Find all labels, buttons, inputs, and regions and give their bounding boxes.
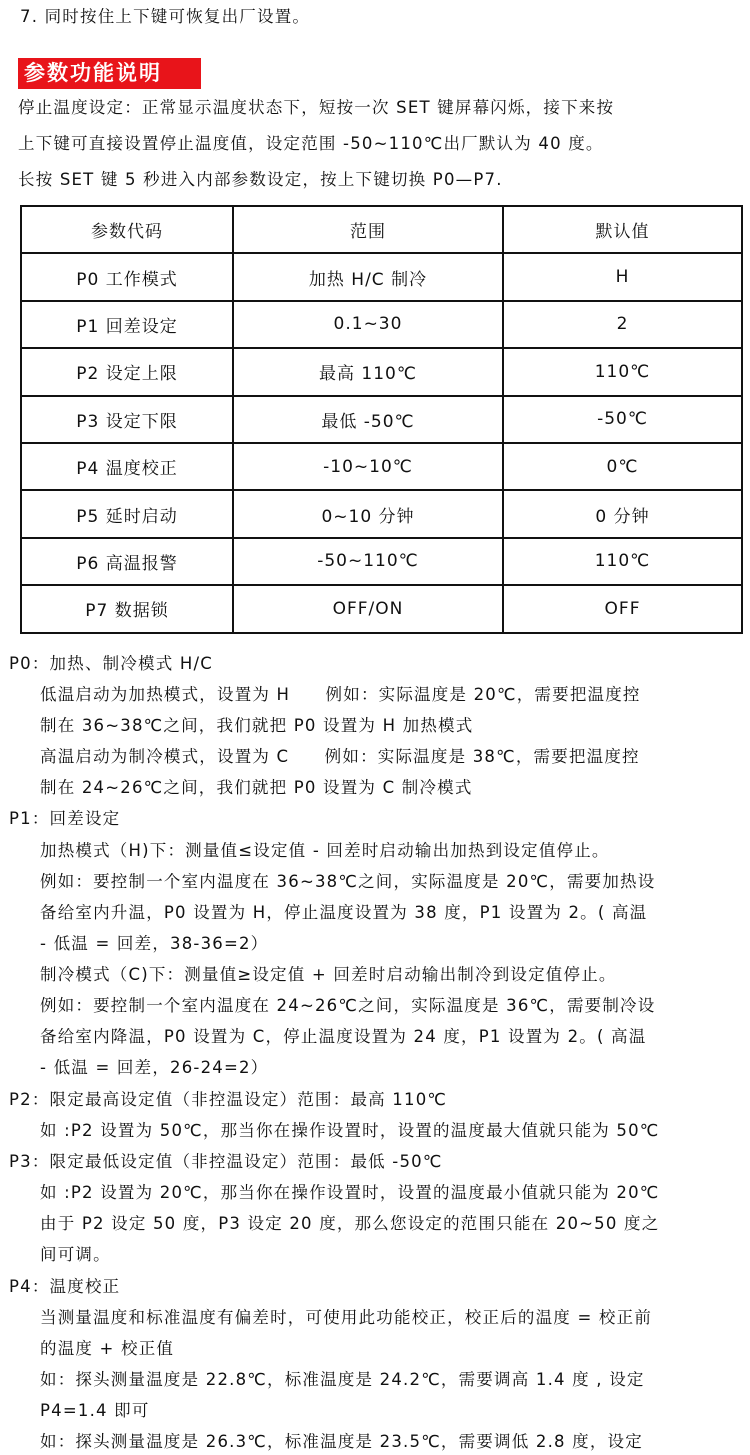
table-row [21, 538, 742, 585]
cell-default: 110℃ [503, 538, 742, 585]
note-line: - 低温 = 回差，38-36=2） [40, 934, 269, 953]
table-row [21, 301, 742, 348]
cell-code: P5 延时启动 [21, 490, 233, 537]
note-line: 间可调。 [40, 1245, 111, 1264]
table-header-row [21, 206, 742, 253]
note-line: 如：探头测量温度是 22.8℃，标准温度是 24.2℃，需要调高 1.4 度 , 设定 [40, 1370, 645, 1389]
header-code: 参数代码 [21, 206, 233, 253]
note-line: 低温启动为加热模式，设置为 H 例如：实际温度是 20℃，需要把温度控 [40, 685, 641, 704]
table-row [21, 585, 742, 632]
section-title: 参数功能说明 [18, 58, 201, 89]
desc-line-2: 上下键可直接设置停止温度值，设定范围 -50~110℃出厂默认为 40 度。 [18, 134, 604, 153]
note-heading-p0: P0：加热、制冷模式 H/C [9, 654, 213, 673]
note-heading-p1: P1：回差设定 [9, 809, 121, 828]
note-line: 制在 36~38℃之间，我们就把 P0 设置为 H 加热模式 [40, 716, 474, 735]
cell-default: OFF [503, 585, 742, 632]
note-line: 例如：要控制一个室内温度在 24~26℃之间，实际温度是 36℃，需要制冷设 [40, 996, 656, 1015]
table-row [21, 443, 742, 490]
note-line: 备给室内降温，P0 设置为 C，停止温度设置为 24 度，P1 设置为 2。( 高温 [40, 1027, 647, 1046]
table-row [21, 490, 742, 537]
desc-line-3: 长按 SET 键 5 秒进入内部参数设定，按上下键切换 P0—P7. [18, 170, 503, 189]
note-line: 如：探头测量温度是 26.3℃，标准温度是 23.5℃，需要调低 2.8 度，设定 [40, 1432, 643, 1451]
cell-default: -50℃ [503, 396, 742, 443]
cell-range: 0~10 分钟 [233, 490, 503, 537]
cell-code: P1 回差设定 [21, 301, 233, 348]
cell-code: P4 温度校正 [21, 443, 233, 490]
cell-range: -10~10℃ [233, 443, 503, 490]
table-row [21, 396, 742, 443]
desc-line-1: 停止温度设定：正常显示温度状态下，短按一次 SET 键屏幕闪烁，接下来按 [18, 98, 615, 117]
cell-range: 0.1~30 [233, 301, 503, 348]
cell-code: P0 工作模式 [21, 253, 233, 300]
cell-range: 最高 110℃ [233, 348, 503, 395]
note-line: 当测量温度和标准温度有偏差时，可使用此功能校正，校正后的温度 = 校正前 [40, 1308, 653, 1327]
cell-code: P2 设定上限 [21, 348, 233, 395]
note-line: 如 :P2 设置为 20℃，那当你在操作设置时，设置的温度最小值就只能为 20℃ [40, 1183, 660, 1202]
note-line: - 低温 = 回差，26-24=2） [40, 1058, 269, 1077]
note-heading-p2: P2：限定最高设定值（非控温设定）范围：最高 110℃ [9, 1090, 448, 1109]
note-line: 如 :P2 设置为 50℃，那当你在操作设置时，设置的温度最大值就只能为 50℃ [40, 1121, 660, 1140]
cell-range: OFF/ON [233, 585, 503, 632]
cell-default: 2 [503, 301, 742, 348]
header-default: 默认值 [503, 206, 742, 253]
cell-code: P7 数据锁 [21, 585, 233, 632]
note-heading-p3: P3：限定最低设定值（非控温设定）范围：最低 -50℃ [9, 1152, 443, 1171]
note-heading-p4: P4：温度校正 [9, 1277, 121, 1296]
parameter-table [20, 205, 743, 634]
note-line: 备给室内升温，P0 设置为 H，停止温度设置为 38 度，P1 设置为 2。( 高温 [40, 903, 648, 922]
note-line: 高温启动为制冷模式，设置为 C 例如：实际温度是 38℃，需要把温度控 [40, 747, 640, 766]
note-line: 由于 P2 设定 50 度，P3 设定 20 度，那么您设定的范围只能在 20~50 度之 [40, 1214, 660, 1233]
cell-range: 加热 H/C 制冷 [233, 253, 503, 300]
cell-code: P6 高温报警 [21, 538, 233, 585]
note-line: 的温度 + 校正值 [40, 1339, 175, 1358]
table-row [21, 348, 742, 395]
cell-default: H [503, 253, 742, 300]
header-range: 范围 [233, 206, 503, 253]
note-line: 例如：要控制一个室内温度在 36~38℃之间，实际温度是 20℃，需要加热设 [40, 872, 656, 891]
cell-default: 0℃ [503, 443, 742, 490]
cell-code: P3 设定下限 [21, 396, 233, 443]
cell-default: 0 分钟 [503, 490, 742, 537]
note-line: P4=1.4 即可 [40, 1401, 150, 1420]
note-line: 制在 24~26℃之间，我们就把 P0 设置为 C 制冷模式 [40, 778, 473, 797]
note-line: 加热模式（H)下：测量值≤设定值 - 回差时启动输出加热到设定值停止。 [40, 841, 610, 860]
cell-range: 最低 -50℃ [233, 396, 503, 443]
table-row [21, 253, 742, 300]
cell-default: 110℃ [503, 348, 742, 395]
note-line: 制冷模式（C)下：测量值≥设定值 + 回差时启动输出制冷到设定值停止。 [40, 965, 617, 984]
cell-range: -50~110℃ [233, 538, 503, 585]
intro-line: 7. 同时按住上下键可恢复出厂设置。 [20, 7, 311, 26]
